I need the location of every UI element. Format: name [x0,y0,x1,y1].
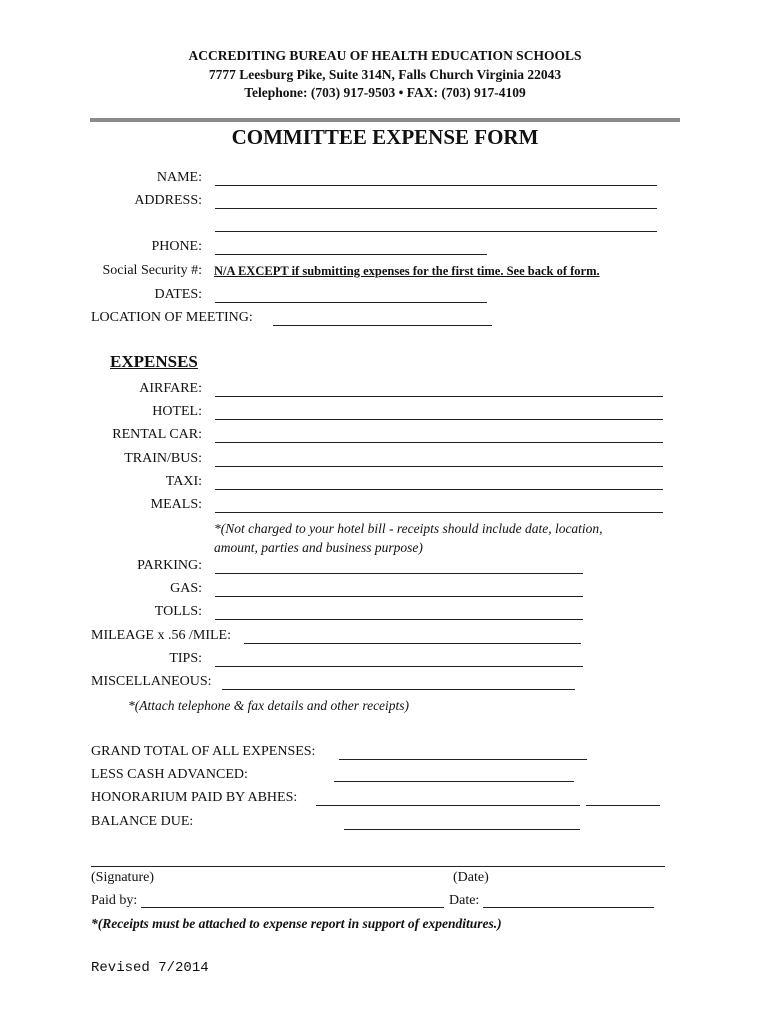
tolls-field[interactable] [215,619,583,620]
date-label: (Date) [453,870,489,885]
address-field-line-2[interactable] [215,231,657,232]
page-title: COMMITTEE EXPENSE FORM [231,125,539,149]
less-cash-advanced-label: LESS CASH ADVANCED: [91,767,248,782]
meals-note-line-2: amount, parties and business purpose) [214,540,423,555]
gas-field[interactable] [215,596,583,597]
expenses-heading: EXPENSES [110,352,198,371]
grand-total-field[interactable] [339,759,587,760]
hotel-field[interactable] [215,419,663,420]
dates-field[interactable] [215,302,487,303]
train-bus-label: TRAIN/BUS: [124,451,202,466]
phone-label: PHONE: [151,239,202,254]
hotel-label: HOTEL: [152,404,202,419]
meals-note-line-1: *(Not charged to your hotel bill - receipts should include date, location, [214,521,603,536]
tips-label: TIPS: [169,651,202,666]
signature-label: (Signature) [91,870,154,885]
parking-field[interactable] [215,573,583,574]
ssn-note: N/A EXCEPT if submitting expenses for the first time. See back of form. [214,264,600,278]
mileage-field[interactable] [244,643,581,644]
train-bus-field[interactable] [215,466,663,467]
location-label: LOCATION OF MEETING: [91,310,253,325]
gas-label: GAS: [170,581,202,596]
dates-label: DATES: [154,287,202,302]
meals-field[interactable] [215,512,663,513]
paid-date-label: Date: [449,893,480,908]
org-address: 7777 Leesburg Pike, Suite 314N, Falls Church Virginia 22043 [208,67,562,82]
signature-line[interactable] [91,866,665,867]
taxi-field[interactable] [215,489,663,490]
honorarium-label: HONORARIUM PAID BY ABHES: [91,790,298,805]
paid-by-field[interactable] [141,907,444,908]
honorarium-field[interactable] [316,805,580,806]
paid-by-label: Paid by: [91,893,138,908]
tolls-label: TOLLS: [154,604,202,619]
grand-total-label: GRAND TOTAL OF ALL EXPENSES: [91,744,316,759]
ssn-label: Social Security #: [102,263,202,278]
name-field[interactable] [215,185,657,186]
address-label: ADDRESS: [134,193,202,208]
less-cash-advanced-field[interactable] [334,781,574,782]
rental-car-label: RENTAL CAR: [112,427,202,442]
honorarium-field-extra[interactable] [586,805,660,806]
meals-label: MEALS: [150,497,202,512]
address-field-line-1[interactable] [215,208,657,209]
parking-label: PARKING: [137,558,202,573]
miscellaneous-field[interactable] [222,689,575,690]
rental-car-field[interactable] [215,442,663,443]
tips-field[interactable] [215,666,583,667]
phone-field[interactable] [215,254,487,255]
paid-date-field[interactable] [483,907,654,908]
airfare-label: AIRFARE: [139,381,202,396]
name-label: NAME: [156,170,202,185]
miscellaneous-note: *(Attach telephone & fax details and other receipts) [128,698,410,713]
header-divider [90,118,680,122]
taxi-label: TAXI: [165,474,202,489]
receipts-note: *(Receipts must be attached to expense report in support of expenditures.) [91,916,502,931]
miscellaneous-label: MISCELLANEOUS: [91,674,212,689]
mileage-label: MILEAGE x .56 /MILE: [91,628,231,643]
balance-due-field[interactable] [344,829,580,830]
org-name: ACCREDITING BUREAU OF HEALTH EDUCATION SCHOOLS [188,48,582,63]
airfare-field[interactable] [215,396,663,397]
location-field[interactable] [273,325,492,326]
revision-date: Revised 7/2014 [91,960,209,976]
org-phone-fax: Telephone: (703) 917-9503 • FAX: (703) 917-4109 [244,85,526,100]
balance-due-label: BALANCE DUE: [91,814,194,829]
